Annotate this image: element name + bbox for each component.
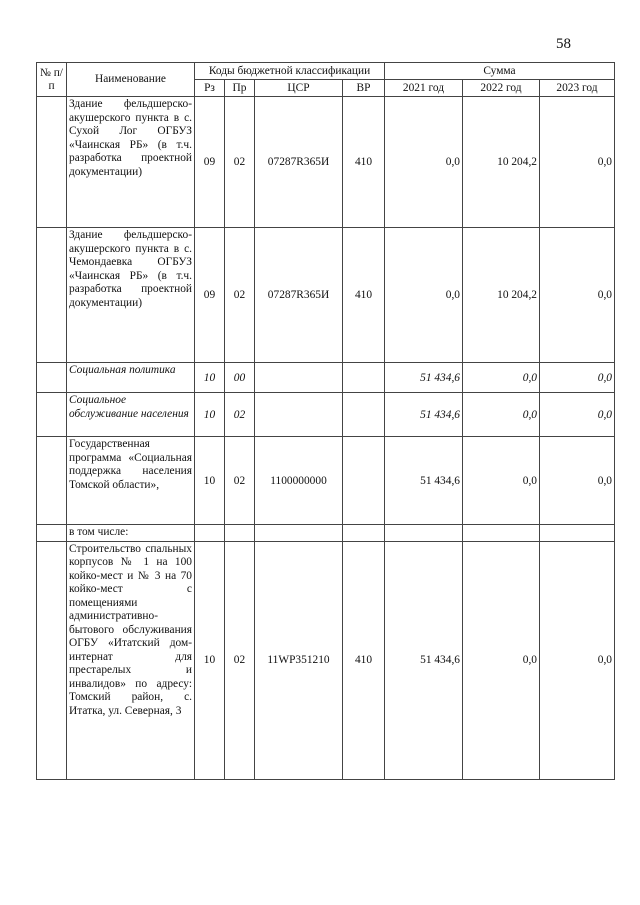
row-rz: 10 bbox=[195, 363, 225, 393]
row-csr bbox=[255, 525, 343, 542]
row-vr bbox=[343, 525, 385, 542]
row-2023: 0,0 bbox=[540, 363, 615, 393]
col-2022-header: 2022 год bbox=[463, 80, 540, 97]
row-2021: 0,0 bbox=[385, 228, 463, 363]
row-name: Государственная программа «Социальная поддержка населения Томской области», bbox=[67, 437, 195, 525]
row-num bbox=[37, 97, 67, 228]
row-2022: 0,0 bbox=[463, 393, 540, 437]
col-pr-header: Пр bbox=[225, 80, 255, 97]
table-row bbox=[37, 363, 615, 393]
row-2023: 0,0 bbox=[540, 97, 615, 228]
col-sum-header: Сумма bbox=[385, 63, 615, 80]
row-2022: 0,0 bbox=[463, 541, 540, 779]
row-2021: 51 434,6 bbox=[385, 541, 463, 779]
row-name: Здание фельдшерско-акушерского пункта в с. Чемондаевка ОГБУЗ «Чаинская РБ» (в т.ч. разработка проектной документации) bbox=[67, 228, 195, 363]
row-num bbox=[37, 228, 67, 363]
row-2021: 51 434,6 bbox=[385, 363, 463, 393]
row-csr: 1100000000 bbox=[255, 437, 343, 525]
row-name: Здание фельдшерско-акушерского пункта в с. Сухой Лог ОГБУЗ «Чаинская РБ» (в т.ч. разработка проектной документации) bbox=[67, 97, 195, 228]
col-vr-header: ВР bbox=[343, 80, 385, 97]
row-pr: 00 bbox=[225, 363, 255, 393]
row-rz: 10 bbox=[195, 541, 225, 779]
col-rz-header: Рз bbox=[195, 80, 225, 97]
row-vr bbox=[343, 437, 385, 525]
budget-table bbox=[36, 62, 615, 780]
row-csr bbox=[255, 363, 343, 393]
row-name: Строительство спальных корпусов № 1 на 100 койко-мест и № 3 на 70 койко-мест с помещениями административно-бытового обслуживания ОГБУ «Итатский дом-интернат для престарелых и инвалидов» по адресу: Томский район, с. Итатка, ул. Северная, 3 bbox=[67, 541, 195, 779]
table-row bbox=[37, 437, 615, 525]
row-2022: 0,0 bbox=[463, 363, 540, 393]
col-csr-header: ЦСР bbox=[255, 80, 343, 97]
row-num bbox=[37, 437, 67, 525]
row-pr: 02 bbox=[225, 393, 255, 437]
row-num bbox=[37, 525, 67, 542]
table-row bbox=[37, 541, 615, 779]
row-2021 bbox=[385, 525, 463, 542]
row-2023: 0,0 bbox=[540, 541, 615, 779]
row-num bbox=[37, 541, 67, 779]
row-2021: 51 434,6 bbox=[385, 393, 463, 437]
row-2023: 0,0 bbox=[540, 228, 615, 363]
row-vr: 410 bbox=[343, 228, 385, 363]
row-name: Социальная политика bbox=[67, 363, 195, 393]
table-row bbox=[37, 393, 615, 437]
col-codes-header: Коды бюджетной классификации bbox=[195, 63, 385, 80]
table-row bbox=[37, 525, 615, 542]
col-2023-header: 2023 год bbox=[540, 80, 615, 97]
row-2022: 10 204,2 bbox=[463, 97, 540, 228]
col-2021-header: 2021 год bbox=[385, 80, 463, 97]
row-csr: 11WP351210 bbox=[255, 541, 343, 779]
row-vr: 410 bbox=[343, 97, 385, 228]
row-2021: 51 434,6 bbox=[385, 437, 463, 525]
row-rz: 10 bbox=[195, 393, 225, 437]
page-number: 58 bbox=[556, 36, 571, 52]
row-2023: 0,0 bbox=[540, 437, 615, 525]
row-num bbox=[37, 363, 67, 393]
row-csr: 07287R365И bbox=[255, 97, 343, 228]
row-pr bbox=[225, 525, 255, 542]
row-2023 bbox=[540, 525, 615, 542]
row-pr: 02 bbox=[225, 541, 255, 779]
row-rz bbox=[195, 525, 225, 542]
row-vr bbox=[343, 393, 385, 437]
col-name-header: Наименование bbox=[67, 63, 195, 97]
row-csr bbox=[255, 393, 343, 437]
row-csr: 07287R365И bbox=[255, 228, 343, 363]
row-pr: 02 bbox=[225, 437, 255, 525]
row-pr: 02 bbox=[225, 97, 255, 228]
table-row bbox=[37, 97, 615, 228]
row-2022: 0,0 bbox=[463, 437, 540, 525]
row-name: в том числе: bbox=[67, 525, 195, 542]
row-vr: 410 bbox=[343, 541, 385, 779]
table-row bbox=[37, 228, 615, 363]
row-rz: 10 bbox=[195, 437, 225, 525]
row-2021: 0,0 bbox=[385, 97, 463, 228]
row-2022: 10 204,2 bbox=[463, 228, 540, 363]
row-rz: 09 bbox=[195, 228, 225, 363]
row-vr bbox=[343, 363, 385, 393]
row-2023: 0,0 bbox=[540, 393, 615, 437]
row-2022 bbox=[463, 525, 540, 542]
row-pr: 02 bbox=[225, 228, 255, 363]
col-num-header: № п/п bbox=[37, 63, 67, 97]
row-name: Социальное обслуживание населения bbox=[67, 393, 195, 437]
row-num bbox=[37, 393, 67, 437]
row-rz: 09 bbox=[195, 97, 225, 228]
